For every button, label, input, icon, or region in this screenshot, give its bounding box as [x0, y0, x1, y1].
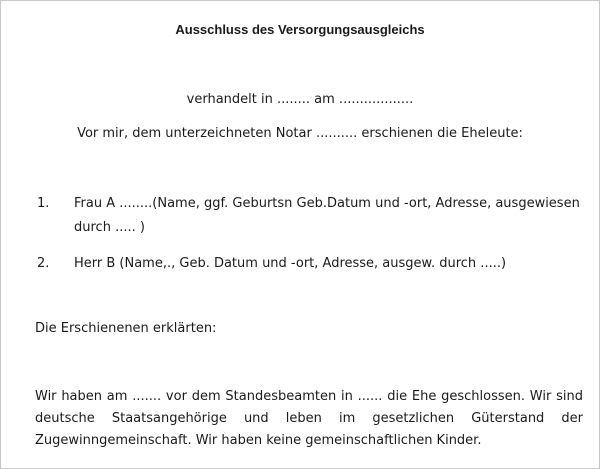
notary-line: Vor mir, dem unterzeichneten Notar .......... erschienen die Eheleute:: [77, 126, 523, 141]
document-title: Ausschluss des Versorgungsausgleichs: [175, 22, 425, 37]
list-item-text-continued: durch ..... ): [74, 220, 145, 235]
paragraph-line: Wir haben am ....... vor dem Standesbeamten in ...... die Ehe geschlossen. Wir sind: [35, 389, 583, 404]
place-date-line: verhandelt in ........ am ..................: [186, 92, 414, 107]
list-item-text: Frau A ........(Name, ggf. Geburtsn Geb.Datum und -ort, Adresse, ausgewiesen: [74, 196, 580, 211]
paragraph-line: Zugewinngemeinschaft. Wir haben keine gemeinschaftlichen Kinder.: [35, 433, 482, 448]
list-item-number: 2.: [37, 256, 50, 271]
list-item-number: 1.: [37, 196, 50, 211]
declaration-heading: Die Erschienenen erklärten:: [35, 321, 217, 336]
list-item-text: Herr B (Name,., Geb. Datum und -ort, Adresse, ausgew. durch .....): [74, 256, 507, 271]
paragraph-line: deutsche Staatsangehörige und leben im gesetzlichen Güterstand der: [35, 411, 583, 426]
